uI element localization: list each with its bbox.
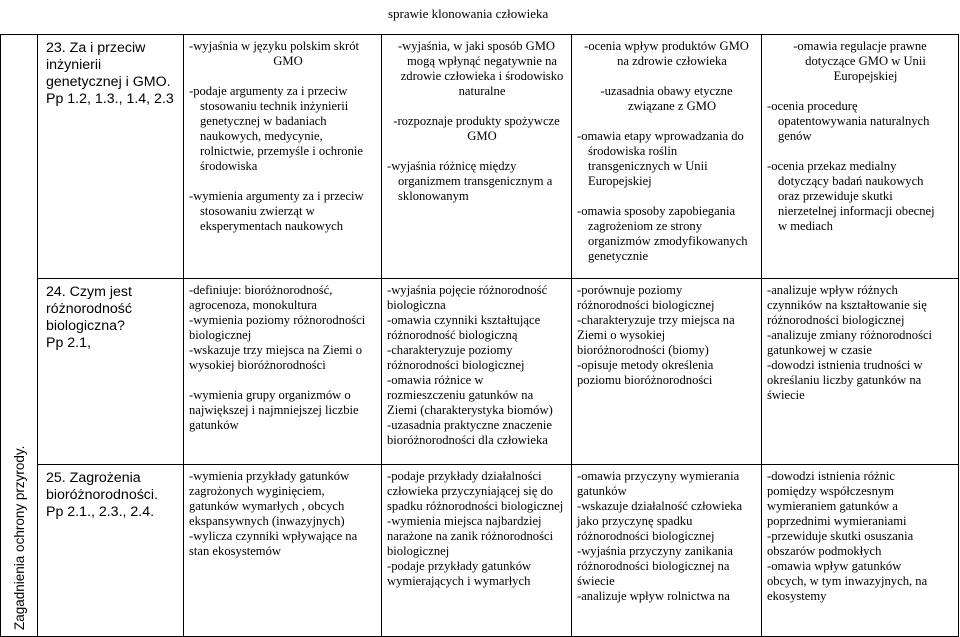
- requirement-line: -wyjaśnia pojęcie różnorodność: [387, 283, 548, 297]
- requirement-line: różnorodności biologicznej: [387, 358, 525, 372]
- requirement-line: -podaje argumenty za i przeciw: [189, 84, 348, 98]
- topic-line: 23. Za i przeciw: [46, 40, 146, 56]
- topic-cell: [38, 465, 184, 637]
- requirement-line: rolnictwie, przemyśle i ochronie: [200, 144, 363, 158]
- requirement-line: -wyjaśnia przyczyny zanikania: [577, 544, 733, 558]
- requirement-line: -wyjaśnia, w jaki sposób GMO: [397, 39, 556, 53]
- requirement-line: związane z GMO: [627, 99, 717, 113]
- spacer: [577, 114, 756, 129]
- requirement-line: oraz przewiduje skutki: [778, 189, 893, 203]
- requirements-cell: [572, 279, 762, 465]
- topic-line: Pp 2.1,: [46, 335, 91, 351]
- requirement-line: świecie: [577, 574, 615, 588]
- requirement-line: biologiczna: [387, 298, 446, 312]
- requirement-line: -porównuje poziomy: [577, 283, 683, 297]
- requirement-line: -ocenia procedurę: [767, 99, 858, 113]
- requirement-line: -przewiduje skutki osuszania: [767, 529, 914, 543]
- requirement-line: rozmieszczeniu gatunków na: [387, 388, 534, 402]
- requirement-line: wymieraniem gatunków a: [767, 499, 898, 513]
- requirement-line: transgenicznych w Unii: [588, 159, 708, 173]
- requirement-line: różnorodności biologicznej: [577, 529, 715, 543]
- spacer: [189, 373, 376, 388]
- requirement-line: wymierających i wymarłych: [387, 574, 531, 588]
- topic-line: 25. Zagrożenia: [46, 470, 141, 486]
- requirement-line: obszarów podmokłych: [767, 544, 882, 558]
- requirement-line: -wyjaśnia różnicę między: [387, 159, 517, 173]
- requirement-line: obcych, w tym inwazyjnych, na: [767, 574, 928, 588]
- requirement-line: -opisuje metody określenia: [577, 358, 714, 372]
- requirement-line: -omawia sposoby zapobiegania: [577, 204, 736, 218]
- requirement-line: gatunków: [577, 484, 627, 498]
- requirement-line: -omawia etapy wprowadzania do: [577, 129, 744, 143]
- requirement-line: -wskazuje trzy miejsca na Ziemi o: [189, 343, 363, 357]
- requirement-line: największej i najmniejszej liczbie: [189, 403, 359, 417]
- requirement-line: agrocenoza, monokultura: [189, 298, 317, 312]
- requirement-line: -podaje przykłady działalności: [387, 469, 542, 483]
- requirement-line: jako przyczynę spadku: [577, 514, 693, 528]
- topic-line: 24. Czym jest: [46, 284, 132, 300]
- requirement-line: -analizuje wpływ rolnictwa na: [577, 589, 730, 603]
- requirement-line: genetycznej w badaniach: [200, 114, 327, 128]
- requirement-line: -podaje przykłady gatunków: [387, 559, 532, 573]
- requirement-line: -uzasadnia praktyczne znaczenie: [387, 418, 553, 432]
- requirement-line: dotyczące GMO w Unii: [805, 54, 926, 68]
- requirement-line: -wymienia grupy organizmów o: [189, 388, 351, 402]
- spacer: [767, 144, 953, 159]
- requirement-line: -charakteryzuje poziomy: [387, 343, 513, 357]
- requirement-line: Europejskiej: [588, 174, 652, 188]
- requirement-line: poziomu bioróżnorodności: [577, 373, 713, 387]
- requirement-line: różnorodności biologicznej: [577, 298, 715, 312]
- topic-cell: [38, 279, 184, 465]
- requirement-line: różnorodności biologicznej na: [577, 559, 730, 573]
- requirements-cell: [382, 279, 572, 465]
- requirement-line: -ocenia przekaz medialny: [767, 159, 897, 173]
- requirement-line: środowiska: [200, 159, 258, 173]
- spacer: [189, 69, 376, 84]
- requirement-line: -wymienia argumenty za i przeciw: [189, 189, 364, 203]
- requirement-line: środowiska roślin: [588, 144, 678, 158]
- requirements-cell: [762, 35, 959, 279]
- requirement-line: stosowaniu zwierząt w: [200, 204, 315, 218]
- requirement-line: genów: [778, 129, 812, 143]
- requirement-line: dotyczący badań naukowych: [778, 174, 924, 188]
- table-row-24: [1, 279, 959, 465]
- side-label: Zagadnienia ochrony przyrody.: [12, 445, 27, 630]
- side-label-cell: [1, 279, 38, 637]
- top-fragment-text: sprawie klonowania człowieka: [388, 6, 549, 21]
- requirement-line: sklonowanym: [398, 189, 469, 203]
- requirement-line: -charakteryzuje trzy miejsca na: [577, 313, 735, 327]
- requirement-line: stan ekosystemów: [189, 544, 281, 558]
- requirement-line: -dowodzi istnienia trudności w: [767, 358, 923, 372]
- requirement-line: narażone na zanik różnorodności: [387, 529, 554, 543]
- requirement-line: organizmów zmodyfikowanych: [588, 234, 748, 248]
- curriculum-table: [0, 34, 959, 637]
- requirement-line: różnorodności biologicznej: [767, 313, 905, 327]
- requirement-line: naturalne: [458, 84, 506, 98]
- requirement-line: stosowaniu technik inżynierii: [200, 99, 349, 113]
- requirement-line: -ocenia wpływ produktów GMO: [584, 39, 749, 53]
- requirement-line: wysokiej bioróżnorodności: [189, 358, 326, 372]
- requirement-line: biologicznej: [387, 544, 450, 558]
- requirement-line: organizmem transgenicznym a: [398, 174, 553, 188]
- requirement-line: -analizuje zmiany różnorodności: [767, 328, 933, 342]
- requirement-line: -omawia różnice w: [387, 373, 484, 387]
- requirement-line: mogą wpłynąć negatywnie na: [406, 54, 558, 68]
- requirement-line: GMO: [467, 129, 497, 143]
- requirement-line: -analizuje wpływ różnych: [767, 283, 898, 297]
- requirements-cell: [382, 465, 572, 637]
- requirements-cell: [184, 465, 382, 637]
- requirement-line: eksperymentach naukowych: [200, 219, 344, 233]
- requirement-line: opatentowywania naturalnych: [778, 114, 930, 128]
- requirement-line: różnorodność biologiczną: [387, 328, 518, 342]
- table-row-23: [1, 35, 959, 279]
- table-row-25: [1, 465, 959, 637]
- requirement-line: -wskazuje działalność człowieka: [577, 499, 743, 513]
- requirement-line: pomiędzy współczesnym: [767, 484, 894, 498]
- requirements-cell: [184, 279, 382, 465]
- topic-line: biologiczna?: [46, 318, 125, 334]
- spacer: [767, 84, 953, 99]
- requirement-line: -wymienia miejsca najbardziej: [387, 514, 542, 528]
- requirement-line: zagrożeniom ze strony: [588, 219, 702, 233]
- requirement-line: -omawia regulacje prawne: [793, 39, 927, 53]
- requirement-line: ekspansywnych (inwazyjnych): [189, 514, 345, 528]
- requirements-cell: [572, 465, 762, 637]
- spacer: [577, 189, 756, 204]
- requirement-line: określaniu liczby gatunków na: [767, 373, 922, 387]
- topic-cell: [38, 35, 184, 279]
- side-label-cell-top: [1, 35, 38, 279]
- requirement-line: -definiuje: bioróżnorodność,: [189, 283, 333, 297]
- requirement-line: bioróżnorodności dla człowieka: [387, 433, 548, 447]
- requirement-line: nierzetelnej informacji obecnej: [778, 204, 935, 218]
- requirement-line: -wymienia poziomy różnorodności: [189, 313, 366, 327]
- requirement-line: bioróżnorodności (biomy): [577, 343, 709, 357]
- requirement-line: -uzasadnia obawy etyczne: [600, 84, 733, 98]
- requirement-line: w mediach: [778, 219, 833, 233]
- requirement-line: genetycznie: [588, 249, 649, 263]
- requirement-line: gatunków: [189, 418, 239, 432]
- requirement-line: świecie: [767, 388, 805, 402]
- requirements-cell: [572, 35, 762, 279]
- requirement-line: gatunków wymarłych , obcych: [189, 499, 345, 513]
- requirement-line: -wylicza czynniki wpływające na: [189, 529, 358, 543]
- requirements-cell: [762, 465, 959, 637]
- requirement-line: spadku różnorodności biologicznej: [387, 499, 564, 513]
- requirement-line: Ziemi o wysokiej: [577, 328, 666, 342]
- requirement-line: poprzednimi wymieraniami: [767, 514, 907, 528]
- requirement-line: -wyjaśnia w języku polskim skrót: [189, 39, 359, 53]
- topic-line: genetycznej i GMO.: [46, 74, 171, 90]
- requirement-line: -rozpoznaje produkty spożywcze: [393, 114, 560, 128]
- requirement-line: człowieka przyczyniającej się do: [387, 484, 554, 498]
- spacer: [387, 144, 566, 159]
- requirement-line: Europejskiej: [833, 69, 898, 83]
- requirement-line: na zdrowie człowieka: [617, 54, 727, 68]
- requirements-cell: [762, 279, 959, 465]
- topic-line: Pp 2.1., 2.3., 2.4.: [46, 504, 155, 520]
- requirement-line: ekosystemy: [767, 589, 827, 603]
- requirement-line: GMO: [273, 54, 303, 68]
- spacer: [577, 69, 756, 84]
- requirements-cell: [382, 35, 572, 279]
- requirement-line: -wymienia przykłady gatunków: [189, 469, 350, 483]
- requirement-line: Ziemi (charakterystyka biomów): [387, 403, 553, 417]
- requirement-line: -dowodzi istnienia różnic: [767, 469, 895, 483]
- requirement-line: -omawia przyczyny wymierania: [577, 469, 740, 483]
- requirement-line: zdrowie człowieka i środowisko: [400, 69, 564, 83]
- requirement-line: biologicznej: [189, 328, 252, 342]
- requirement-line: zagrożonych wyginięciem,: [189, 484, 325, 498]
- spacer: [387, 99, 566, 114]
- requirements-cell: [184, 35, 382, 279]
- spacer: [189, 174, 376, 189]
- requirement-line: czynników na kształtowanie się: [767, 298, 927, 312]
- topic-line: Pp 1.2, 1.3., 1.4, 2.3: [46, 91, 174, 107]
- topic-line: bioróżnorodności.: [46, 487, 158, 503]
- requirement-line: naukowych, medycynie,: [200, 129, 323, 143]
- requirement-line: gatunkowej w czasie: [767, 343, 872, 357]
- requirement-line: -omawia wpływ gatunków: [767, 559, 902, 573]
- topic-line: różnorodność: [46, 301, 132, 317]
- requirement-line: -omawia czynniki kształtujące: [387, 313, 541, 327]
- topic-line: inżynierii: [46, 57, 102, 73]
